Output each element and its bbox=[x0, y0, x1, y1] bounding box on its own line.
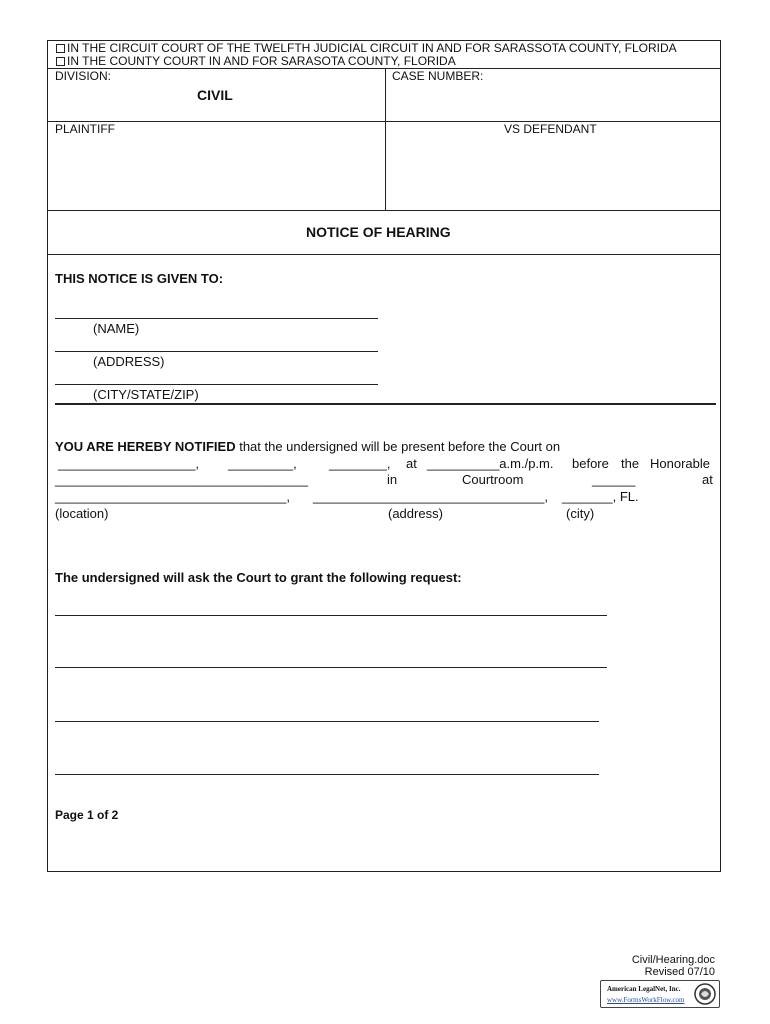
vendor-badge bbox=[600, 980, 720, 1008]
hearing-lead-bold: YOU ARE HEREBY NOTIFIED bbox=[55, 439, 236, 454]
courtroom-blank[interactable]: ______ bbox=[592, 472, 636, 487]
hearing-year-blank[interactable]: ________, bbox=[329, 456, 391, 471]
city-state-zip-field[interactable] bbox=[55, 384, 378, 385]
hearing-at-text: at bbox=[406, 456, 417, 471]
divider bbox=[47, 121, 721, 122]
request-line-3[interactable] bbox=[55, 721, 599, 722]
address-label: (ADDRESS) bbox=[93, 354, 165, 369]
request-line-1[interactable] bbox=[55, 615, 607, 616]
column-divider bbox=[385, 68, 386, 210]
hearing-day-blank[interactable]: _________, bbox=[228, 456, 297, 471]
hearing-before-text: before bbox=[572, 456, 609, 471]
county-court-label: IN THE COUNTY COURT IN AND FOR SARASOTA COUNTY, FLORIDA bbox=[67, 54, 456, 68]
division-label: DIVISION: bbox=[55, 69, 112, 83]
location-address-blank[interactable]: ________________________________, bbox=[313, 489, 548, 504]
page-number: Page 1 of 2 bbox=[55, 808, 119, 822]
vendor-link[interactable]: www.FormsWorkFlow.com bbox=[607, 996, 685, 1004]
document-title: NOTICE OF HEARING bbox=[306, 224, 451, 240]
hearing-at2-text: at bbox=[702, 472, 713, 487]
location-city-blank[interactable]: _______, FL. bbox=[562, 489, 639, 504]
vendor-name: American LegalNet, Inc. bbox=[607, 985, 681, 993]
city-state-zip-label: (CITY/STATE/ZIP) bbox=[93, 387, 199, 402]
location-city-label: (city) bbox=[566, 506, 595, 521]
request-line-4[interactable] bbox=[55, 774, 599, 775]
doc-name: Civil/Hearing.doc bbox=[631, 954, 715, 966]
hearing-lead bbox=[55, 439, 560, 454]
hearing-honorable-text: Honorable bbox=[650, 456, 710, 471]
divider bbox=[47, 68, 721, 69]
courtroom-label: Courtroom bbox=[462, 472, 524, 487]
request-line-2[interactable] bbox=[55, 667, 607, 668]
hearing-time-blank[interactable]: __________a.m./p.m. bbox=[427, 456, 554, 471]
plaintiff-label: PLAINTIFF bbox=[55, 122, 116, 136]
defendant-label: VS DEFENDANT bbox=[504, 122, 597, 136]
location-blank[interactable]: ________________________________, bbox=[55, 489, 290, 504]
name-field[interactable] bbox=[55, 318, 378, 319]
section-divider bbox=[55, 403, 716, 405]
circuit-court-checkbox[interactable] bbox=[56, 44, 65, 53]
hearing-in-text: in bbox=[387, 472, 398, 487]
hearing-date-blank[interactable]: ___________________, bbox=[58, 456, 199, 471]
request-heading: The undersigned will ask the Court to grant the following request: bbox=[55, 570, 462, 585]
notice-heading: THIS NOTICE IS GIVEN TO: bbox=[55, 271, 224, 286]
address-field[interactable] bbox=[55, 351, 378, 352]
division-value[interactable]: CIVIL bbox=[197, 87, 233, 103]
circuit-court-label: IN THE CIRCUIT COURT OF THE TWELFTH JUDICIAL CIRCUIT IN AND FOR SARASSOTA COUNTY, FLORIDA bbox=[67, 41, 677, 55]
hearing-the-text: the bbox=[621, 456, 640, 471]
name-label: (NAME) bbox=[93, 321, 140, 336]
judge-name-blank[interactable]: ___________________________________ bbox=[55, 472, 309, 487]
divider bbox=[47, 254, 721, 255]
vendor-logo-icon bbox=[694, 983, 716, 1005]
location-label: (location) bbox=[55, 506, 109, 521]
divider bbox=[47, 210, 721, 211]
county-court-checkbox[interactable] bbox=[56, 57, 65, 66]
hearing-lead-text: that the undersigned will be present before the Court on bbox=[239, 439, 561, 454]
location-address-label: (address) bbox=[388, 506, 443, 521]
case-number-label: CASE NUMBER: bbox=[392, 69, 484, 83]
revision-date: Revised 07/10 bbox=[644, 966, 715, 978]
